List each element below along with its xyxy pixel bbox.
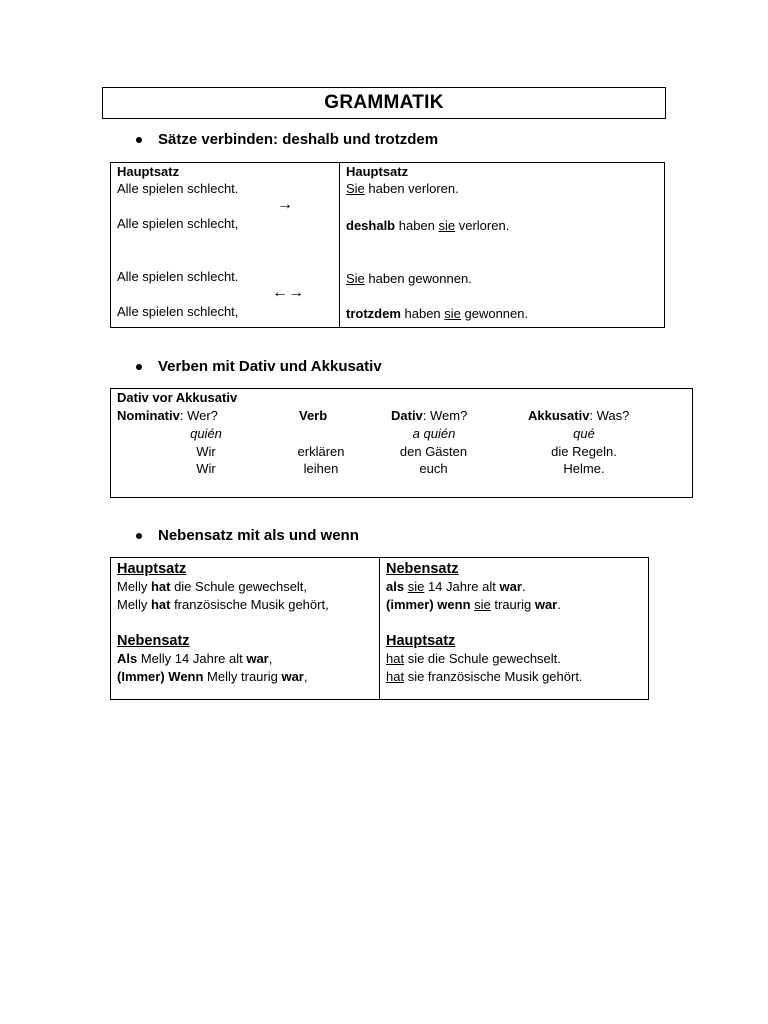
left-column	[111, 163, 340, 328]
row1-verb: erklären	[297, 444, 345, 459]
section3-heading-text: Nebensatz mit als und wenn	[158, 527, 359, 544]
left-sentence-1: Alle spielen schlecht.	[117, 181, 239, 196]
section2-heading	[136, 358, 382, 375]
section3-heading	[136, 527, 359, 544]
row2-dativ: euch	[419, 461, 448, 476]
section2-heading-text: Verben mit Dativ und Akkusativ	[158, 358, 382, 375]
bullet-icon	[136, 533, 142, 539]
left-sentence-2: Alle spielen schlecht,	[117, 216, 239, 231]
right-column	[340, 163, 665, 328]
spanish-quien: quién	[190, 426, 222, 441]
br-line-1: hat sie die Schule gewechselt.	[386, 651, 561, 666]
bullet-icon	[136, 137, 142, 143]
left-cell	[111, 558, 380, 700]
box-title: Dativ vor Akkusativ	[117, 390, 238, 405]
bl-line-1: Als Melly 14 Jahre alt war,	[117, 651, 273, 666]
br-line-2: hat sie französische Musik gehört.	[386, 669, 583, 684]
tl-header: Hauptsatz	[117, 561, 187, 577]
row2-nominativ: Wir	[196, 461, 216, 476]
right-cell	[380, 558, 649, 700]
tl-line-2: Melly hat französische Musik gehört,	[117, 597, 329, 612]
als-wenn-table	[110, 557, 649, 700]
page-title: GRAMMATIK	[102, 87, 666, 119]
row2-verb: leihen	[303, 461, 339, 476]
row1-dativ: den Gästen	[399, 444, 468, 459]
bl-line-2: (Immer) Wenn Melly traurig war,	[117, 669, 308, 684]
section1-heading-text: Sätze verbinden: deshalb und trotzdem	[158, 131, 439, 148]
col-verb-header: Verb	[299, 408, 328, 423]
bullet-icon	[136, 364, 142, 370]
spanish-que: qué	[573, 426, 595, 441]
col-akkusativ-header: Akkusativ: Was?	[528, 408, 630, 423]
deshalb-trotzdem-table	[110, 162, 665, 328]
spanish-a-quien: a quién	[412, 426, 456, 441]
section1-heading	[136, 131, 438, 148]
right-header: Hauptsatz	[346, 164, 409, 179]
col-nominativ-header: Nominativ: Wer?	[117, 408, 218, 423]
right-sentence-2: deshalb haben sie verloren.	[346, 218, 510, 233]
left-sentence-4: Alle spielen schlecht,	[117, 304, 239, 319]
tr-line-2: (immer) wenn sie traurig war.	[386, 597, 561, 612]
left-header: Hauptsatz	[117, 164, 180, 179]
row2-akkusativ: Helme.	[563, 461, 605, 476]
tr-header: Nebensatz	[386, 561, 459, 577]
right-sentence-4: trotzdem haben sie gewonnen.	[346, 306, 529, 321]
tl-line-1: Melly hat die Schule gewechselt,	[117, 579, 308, 594]
left-sentence-3: Alle spielen schlecht.	[117, 269, 239, 284]
right-sentence-3: Sie haben gewonnen.	[346, 271, 472, 286]
tr-line-1: als sie 14 Jahre alt war.	[386, 579, 526, 594]
row1-nominativ: Wir	[196, 444, 216, 459]
bl-header: Nebensatz	[117, 633, 190, 649]
arrow-both-icon: ←→	[272, 284, 304, 301]
br-header: Hauptsatz	[386, 633, 456, 649]
row1-akkusativ: die Regeln.	[551, 444, 617, 459]
dativ-akkusativ-box	[110, 388, 693, 498]
col-dativ-header: Dativ: Wem?	[391, 408, 468, 423]
arrow-right-icon: →	[277, 196, 293, 213]
right-sentence-1: Sie haben verloren.	[346, 181, 459, 196]
